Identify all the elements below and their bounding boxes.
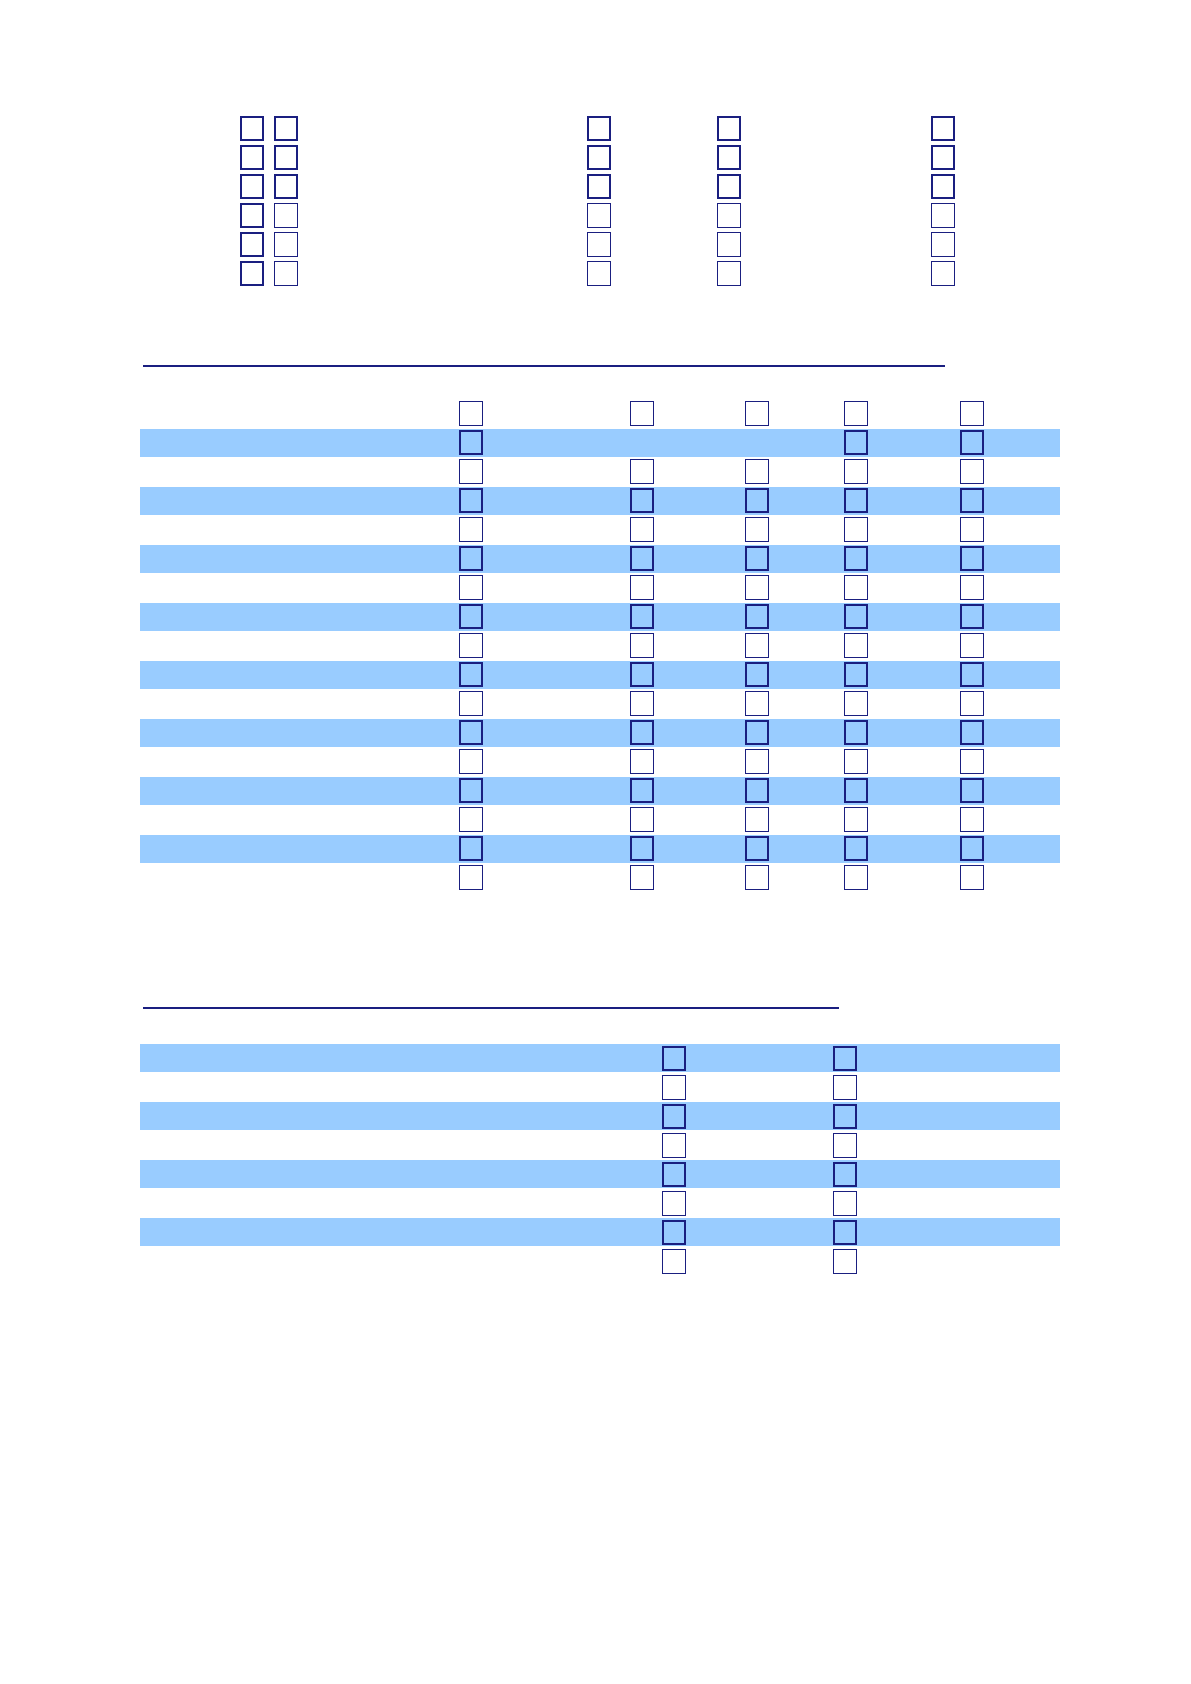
checkbox-top-r4-c5[interactable] — [931, 203, 955, 228]
checkbox-mid-r15-c5[interactable] — [960, 807, 984, 832]
checkbox-mid-r13-c2[interactable] — [630, 749, 654, 774]
checkbox-top-r1-c5[interactable] — [931, 116, 955, 141]
checkbox-mid-r14-c4[interactable] — [844, 778, 868, 803]
checkbox-mid-r7-c3[interactable] — [745, 575, 769, 600]
checkbox-top-r2-c1[interactable] — [240, 145, 264, 170]
checkbox-top-r6-c1[interactable] — [240, 261, 264, 286]
checkbox-mid-r12-c2[interactable] — [630, 720, 654, 745]
checkbox-mid-r16-c5[interactable] — [960, 836, 984, 861]
checkbox-mid-r17-c4[interactable] — [844, 865, 868, 890]
checkbox-mid-r3-c2[interactable] — [630, 459, 654, 484]
table-row-band — [140, 1044, 1060, 1072]
checkbox-mid-r6-c5[interactable] — [960, 546, 984, 571]
checkbox-top-r3-c3[interactable] — [587, 174, 611, 199]
checkbox-mid-r15-c2[interactable] — [630, 807, 654, 832]
checkbox-mid-r16-c3[interactable] — [745, 836, 769, 861]
checkbox-mid-r8-c2[interactable] — [630, 604, 654, 629]
checkbox-mid-r12-c5[interactable] — [960, 720, 984, 745]
checkbox-mid-r4-c1[interactable] — [459, 488, 483, 513]
checkbox-mid-r14-c1[interactable] — [459, 778, 483, 803]
checkbox-mid-r16-c2[interactable] — [630, 836, 654, 861]
checkbox-top-r4-c1[interactable] — [240, 203, 264, 228]
checkbox-mid-r17-c2[interactable] — [630, 865, 654, 890]
checkbox-top-r5-c5[interactable] — [931, 232, 955, 257]
table-row-band — [140, 661, 1060, 689]
checkbox-bottom-r8-c1[interactable] — [662, 1249, 686, 1274]
checkbox-top-r5-c3[interactable] — [587, 232, 611, 257]
checkbox-top-r5-c1[interactable] — [240, 232, 264, 257]
checkbox-mid-r9-c4[interactable] — [844, 633, 868, 658]
checkbox-mid-r5-c3[interactable] — [745, 517, 769, 542]
checkbox-top-r5-c4[interactable] — [717, 232, 741, 257]
checkbox-bottom-r5-c1[interactable] — [662, 1162, 686, 1187]
checkbox-bottom-r6-c1[interactable] — [662, 1191, 686, 1216]
section-rule-1 — [143, 365, 945, 367]
checkbox-mid-r14-c2[interactable] — [630, 778, 654, 803]
checkbox-top-r1-c3[interactable] — [587, 116, 611, 141]
checkbox-top-r1-c2[interactable] — [274, 116, 298, 141]
checkbox-mid-r7-c5[interactable] — [960, 575, 984, 600]
checkbox-mid-r8-c3[interactable] — [745, 604, 769, 629]
checkbox-mid-r6-c1[interactable] — [459, 546, 483, 571]
checkbox-bottom-r3-c1[interactable] — [662, 1104, 686, 1129]
checkbox-mid-r15-c4[interactable] — [844, 807, 868, 832]
checkbox-mid-r13-c1[interactable] — [459, 749, 483, 774]
table-row-band — [140, 545, 1060, 573]
checkbox-mid-r5-c4[interactable] — [844, 517, 868, 542]
checkbox-top-r6-c3[interactable] — [587, 261, 611, 286]
checkbox-mid-r13-c5[interactable] — [960, 749, 984, 774]
checkbox-mid-r17-c3[interactable] — [745, 865, 769, 890]
checkbox-bottom-r7-c2[interactable] — [833, 1220, 857, 1245]
checkbox-mid-r4-c4[interactable] — [844, 488, 868, 513]
checkbox-mid-r2-c4[interactable] — [844, 430, 868, 455]
checkbox-mid-r9-c2[interactable] — [630, 633, 654, 658]
checkbox-mid-r5-c5[interactable] — [960, 517, 984, 542]
checkbox-mid-r3-c3[interactable] — [745, 459, 769, 484]
checkbox-bottom-r4-c1[interactable] — [662, 1133, 686, 1158]
checkbox-mid-r1-c4[interactable] — [844, 401, 868, 426]
checkbox-mid-r14-c5[interactable] — [960, 778, 984, 803]
checkbox-bottom-r1-c2[interactable] — [833, 1046, 857, 1071]
table-row-band — [140, 1160, 1060, 1188]
checkbox-bottom-r5-c2[interactable] — [833, 1162, 857, 1187]
checkbox-mid-r11-c2[interactable] — [630, 691, 654, 716]
checkbox-mid-r10-c5[interactable] — [960, 662, 984, 687]
checkbox-top-r3-c2[interactable] — [274, 174, 298, 199]
checkbox-mid-r15-c1[interactable] — [459, 807, 483, 832]
checkbox-top-r1-c1[interactable] — [240, 116, 264, 141]
table-row-band — [140, 777, 1060, 805]
checkbox-mid-r8-c5[interactable] — [960, 604, 984, 629]
checkbox-top-r3-c5[interactable] — [931, 174, 955, 199]
checkbox-mid-r15-c3[interactable] — [745, 807, 769, 832]
checkbox-mid-r10-c4[interactable] — [844, 662, 868, 687]
checkbox-mid-r11-c1[interactable] — [459, 691, 483, 716]
checkbox-mid-r6-c2[interactable] — [630, 546, 654, 571]
table-row-band — [140, 1218, 1060, 1246]
checkbox-mid-r11-c3[interactable] — [745, 691, 769, 716]
checkbox-bottom-r2-c2[interactable] — [833, 1075, 857, 1100]
checkbox-bottom-r3-c2[interactable] — [833, 1104, 857, 1129]
section-rule-2 — [143, 1007, 839, 1009]
checkbox-mid-r17-c1[interactable] — [459, 865, 483, 890]
checkbox-mid-r5-c2[interactable] — [630, 517, 654, 542]
checkbox-mid-r12-c3[interactable] — [745, 720, 769, 745]
checkbox-mid-r6-c3[interactable] — [745, 546, 769, 571]
checkbox-mid-r13-c3[interactable] — [745, 749, 769, 774]
checkbox-bottom-r2-c1[interactable] — [662, 1075, 686, 1100]
checkbox-mid-r4-c2[interactable] — [630, 488, 654, 513]
checkbox-mid-r16-c1[interactable] — [459, 836, 483, 861]
checkbox-bottom-r6-c2[interactable] — [833, 1191, 857, 1216]
checkbox-mid-r13-c4[interactable] — [844, 749, 868, 774]
checkbox-mid-r11-c5[interactable] — [960, 691, 984, 716]
checkbox-mid-r7-c1[interactable] — [459, 575, 483, 600]
checkbox-top-r2-c4[interactable] — [717, 145, 741, 170]
checkbox-top-r6-c5[interactable] — [931, 261, 955, 286]
checkbox-mid-r9-c1[interactable] — [459, 633, 483, 658]
checkbox-mid-r7-c4[interactable] — [844, 575, 868, 600]
checkbox-top-r2-c2[interactable] — [274, 145, 298, 170]
checkbox-top-r3-c1[interactable] — [240, 174, 264, 199]
table-row-band — [140, 719, 1060, 747]
table-row-band — [140, 1102, 1060, 1130]
checkbox-mid-r8-c4[interactable] — [844, 604, 868, 629]
checkbox-top-r3-c4[interactable] — [717, 174, 741, 199]
checkbox-top-r4-c2[interactable] — [274, 203, 298, 228]
checkbox-mid-r1-c1[interactable] — [459, 401, 483, 426]
checkbox-top-r2-c3[interactable] — [587, 145, 611, 170]
checkbox-mid-r6-c4[interactable] — [844, 546, 868, 571]
table-row-band — [140, 487, 1060, 515]
checkbox-bottom-r8-c2[interactable] — [833, 1249, 857, 1274]
checkbox-mid-r4-c5[interactable] — [960, 488, 984, 513]
checkbox-mid-r3-c4[interactable] — [844, 459, 868, 484]
checkbox-top-r5-c2[interactable] — [274, 232, 298, 257]
checkbox-mid-r3-c5[interactable] — [960, 459, 984, 484]
checkbox-mid-r10-c3[interactable] — [745, 662, 769, 687]
checkbox-top-r4-c4[interactable] — [717, 203, 741, 228]
checkbox-bottom-r1-c1[interactable] — [662, 1046, 686, 1071]
checkbox-mid-r9-c3[interactable] — [745, 633, 769, 658]
checkbox-top-r2-c5[interactable] — [931, 145, 955, 170]
checkbox-bottom-r7-c1[interactable] — [662, 1220, 686, 1245]
checkbox-mid-r2-c1[interactable] — [459, 430, 483, 455]
checkbox-top-r6-c2[interactable] — [274, 261, 298, 286]
checkbox-mid-r12-c1[interactable] — [459, 720, 483, 745]
checkbox-mid-r1-c2[interactable] — [630, 401, 654, 426]
checkbox-mid-r17-c5[interactable] — [960, 865, 984, 890]
checkbox-mid-r9-c5[interactable] — [960, 633, 984, 658]
checkbox-mid-r7-c2[interactable] — [630, 575, 654, 600]
checkbox-top-r1-c4[interactable] — [717, 116, 741, 141]
checkbox-mid-r11-c4[interactable] — [844, 691, 868, 716]
checkbox-mid-r8-c1[interactable] — [459, 604, 483, 629]
checkbox-mid-r3-c1[interactable] — [459, 459, 483, 484]
checkbox-mid-r1-c3[interactable] — [745, 401, 769, 426]
checkbox-mid-r4-c3[interactable] — [745, 488, 769, 513]
checkbox-top-r6-c4[interactable] — [717, 261, 741, 286]
checkbox-mid-r10-c1[interactable] — [459, 662, 483, 687]
table-row-band — [140, 429, 1060, 457]
checkbox-mid-r10-c2[interactable] — [630, 662, 654, 687]
checkbox-mid-r12-c4[interactable] — [844, 720, 868, 745]
checkbox-mid-r14-c3[interactable] — [745, 778, 769, 803]
table-row-band — [140, 603, 1060, 631]
table-row-band — [140, 835, 1060, 863]
checkbox-mid-r2-c5[interactable] — [960, 430, 984, 455]
checkbox-bottom-r4-c2[interactable] — [833, 1133, 857, 1158]
checkbox-mid-r16-c4[interactable] — [844, 836, 868, 861]
checkbox-top-r4-c3[interactable] — [587, 203, 611, 228]
checkbox-mid-r1-c5[interactable] — [960, 401, 984, 426]
checkbox-mid-r5-c1[interactable] — [459, 517, 483, 542]
